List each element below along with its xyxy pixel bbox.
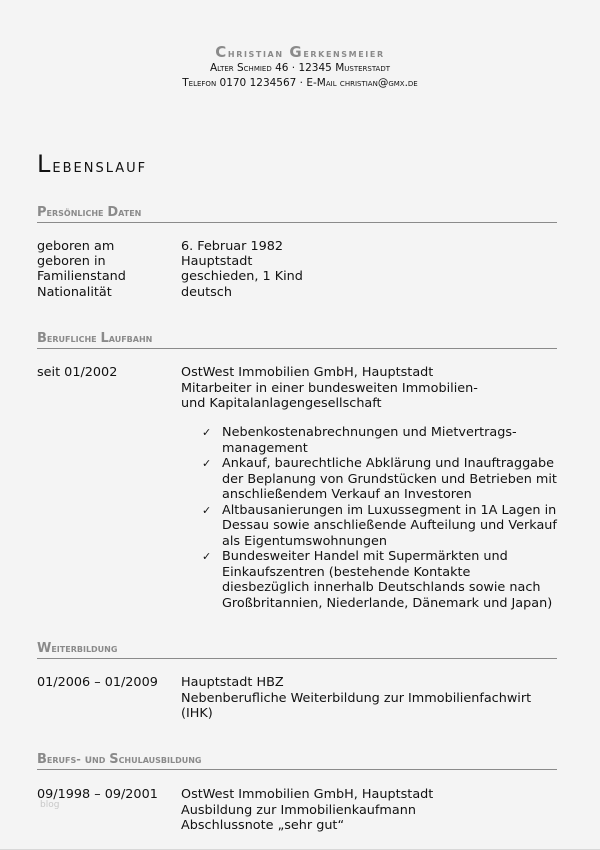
personal-label: geboren in: [37, 254, 106, 269]
task-line: management: [222, 440, 308, 456]
checkmark-icon: ✓: [202, 457, 212, 470]
personal-row: [37, 239, 283, 255]
task-line: diesbezüglich innerhalb Deutschlands sowie nach: [222, 580, 541, 595]
personal-label: Nationalität: [37, 285, 112, 300]
task-line: Ankauf, baurechtliche Abklärung und Inauftraggabe: [222, 456, 555, 471]
task-line: der Beplanung von Grundstücken und Betrieben mit: [222, 471, 557, 487]
personal-label: geboren am: [37, 239, 115, 254]
career-task: [200, 549, 570, 611]
personal-row: [37, 269, 303, 285]
checkmark-icon: ✓: [202, 550, 212, 563]
contact-line: Telefon 0170 1234567 · E-Mail christian@gmx.de: [182, 77, 418, 89]
task-line: Großbritannien, Niederlande, Dänemark und Japan): [222, 595, 553, 611]
personal-value: geschieden, 1 Kind: [181, 269, 303, 284]
career-task-list: [200, 425, 570, 611]
training-description: Nebenberufliche Weiterbildung zur Immobilienfachwirt: [181, 690, 532, 706]
checkmark-icon: ✓: [202, 503, 212, 517]
career-employer: OstWest Immobilien GmbH, Hauptstadt: [181, 365, 434, 380]
applicant-name: Christian Gerkensmeier: [215, 43, 385, 61]
career-date: seit 01/2002: [37, 365, 118, 380]
task-line: Einkaufszentren (bestehende Kontakte: [222, 564, 471, 580]
career-description: Mitarbeiter in einer bundesweiten Immobilien-: [181, 380, 478, 396]
task-line: Bundesweiter Handel mit Supermärkten und: [222, 549, 508, 564]
personal-row: [37, 254, 252, 270]
section-heading-career: Berufliche Laufbahn: [37, 332, 557, 349]
section-heading-training: Weiterbildung: [37, 642, 557, 659]
personal-value: deutsch: [181, 285, 232, 300]
career-task: [200, 503, 570, 550]
education-institution: OstWest Immobilien GmbH, Hauptstadt: [181, 787, 434, 802]
task-line: als Eigentumswohnungen: [222, 533, 387, 549]
section-heading-education: Berufs- und Schulausbildung: [37, 753, 557, 770]
career-task: [200, 456, 570, 503]
career-task: [200, 425, 570, 456]
education-date: 09/1998 – 09/2001: [37, 787, 158, 802]
task-line: anschließendem Verkauf an Investoren: [222, 487, 472, 502]
personal-label: Familienstand: [37, 269, 126, 284]
personal-value: Hauptstadt: [181, 254, 253, 269]
address-line: Alter Schmied 46 · 12345 Musterstadt: [209, 62, 391, 74]
training-institution: Hauptstadt HBZ: [181, 675, 284, 690]
task-line: Nebenkostenabrechnungen und Mietvertrags-: [222, 425, 517, 440]
education-description: Ausbildung zur Immobilienkaufmann: [181, 802, 416, 818]
training-date: 01/2006 – 01/2009: [37, 675, 158, 690]
cv-header: [0, 44, 600, 91]
task-line: Altbausanierungen im Luxussegment in 1A Lagen in: [222, 502, 557, 518]
task-line: Dessau sowie anschließende Aufteilung und Verkauf: [222, 518, 557, 533]
education-grade: Abschlussnote „sehr gut“: [181, 818, 345, 833]
document-title: Lebenslauf: [37, 150, 148, 178]
personal-value: 6. Februar 1982: [181, 239, 284, 254]
section-heading-personal: Persönliche Daten: [37, 206, 557, 223]
checkmark-icon: ✓: [202, 426, 212, 439]
career-description: und Kapitalanlagengesellschaft: [181, 396, 382, 411]
training-description: (IHK): [181, 706, 213, 721]
watermark: blog: [40, 800, 60, 810]
personal-row: [37, 285, 232, 301]
